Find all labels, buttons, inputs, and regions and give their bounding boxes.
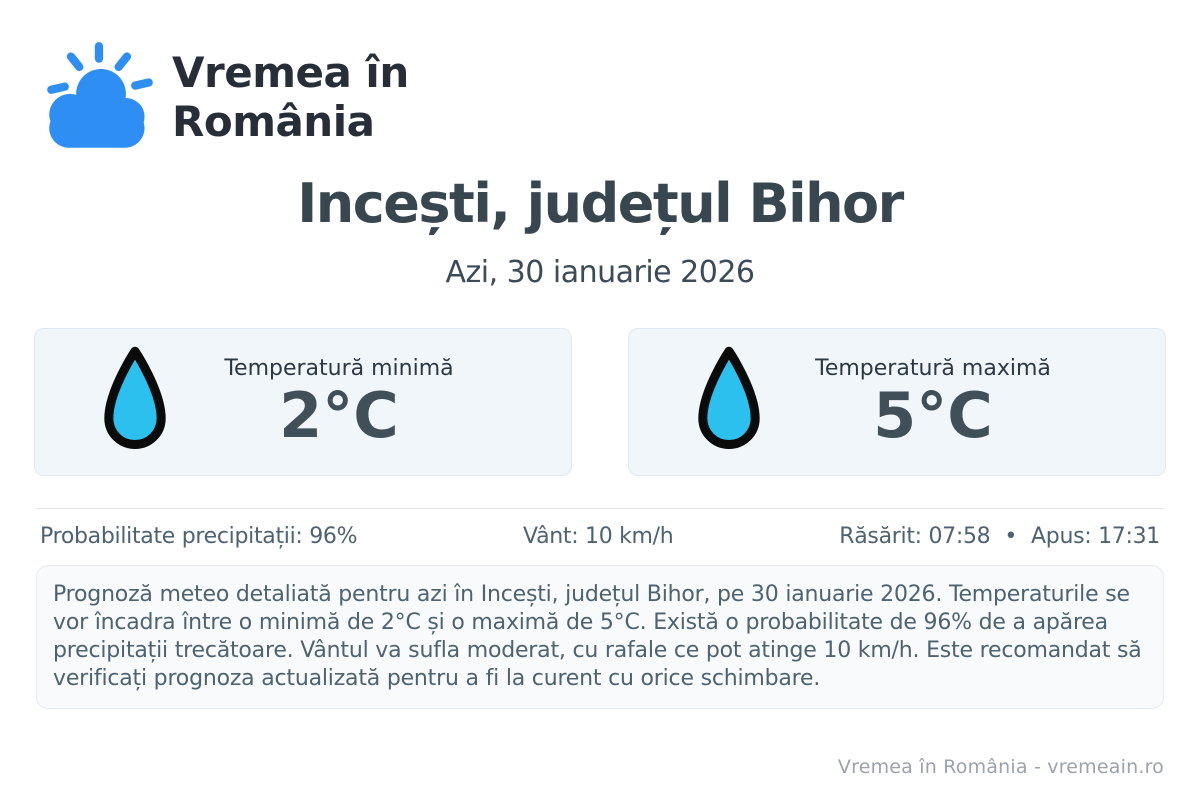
- sunrise-stat: Răsărit: 07:58: [839, 524, 991, 549]
- water-drop-icon: [99, 342, 171, 462]
- sunset-stat: Apus: 17:31: [1031, 524, 1160, 549]
- site-name: [172, 48, 409, 146]
- max-temperature-label: Temperatură maximă: [815, 356, 1051, 382]
- min-temperature-text: [171, 356, 551, 453]
- forecast-description: Prognoză meteo detaliată pentru azi în Incești, județul Bihor, pe 30 ianuarie 2026. Temperaturile se vor încadra între o minimă de 2°C și o maximă de 5°C. Există o probabilitate de 96% de a apărea precipitații trecătoare. Vântul va sufla moderat, cu rafale ce pot atinge 10 km/h. Este recomandat să verificați prognoza actualizată pentru a fi la curent cu orice schimbare.: [36, 565, 1164, 709]
- page-date: Azi, 30 ianuarie 2026: [445, 255, 755, 290]
- site-name-line2: România: [172, 97, 375, 146]
- weather-stats: [40, 524, 1160, 549]
- water-drop-icon: [693, 342, 765, 462]
- temperature-cards: [34, 328, 1166, 476]
- bullet-separator: •: [1004, 524, 1018, 549]
- sun-times-stat: [839, 524, 1160, 549]
- max-temperature-text: [765, 356, 1145, 453]
- site-logo[interactable]: [0, 0, 409, 154]
- site-name-line1: Vremea în: [172, 47, 409, 97]
- page-title: Incești, județul Bihor: [297, 172, 903, 235]
- max-temperature-card: [628, 328, 1166, 476]
- max-temperature-value: 5°C: [873, 379, 993, 453]
- divider: [36, 508, 1164, 509]
- sun-cloud-icon: [36, 40, 164, 154]
- wind-stat: Vânt: 10 km/h: [523, 524, 674, 549]
- weather-page: [0, 172, 1200, 709]
- precipitation-stat: Probabilitate precipitații: 96%: [40, 524, 358, 549]
- min-temperature-label: Temperatură minimă: [224, 356, 454, 382]
- min-temperature-value: 2°C: [279, 379, 399, 453]
- footer-credit: Vremea în România - vremeain.ro: [837, 756, 1164, 778]
- min-temperature-card: [34, 328, 572, 476]
